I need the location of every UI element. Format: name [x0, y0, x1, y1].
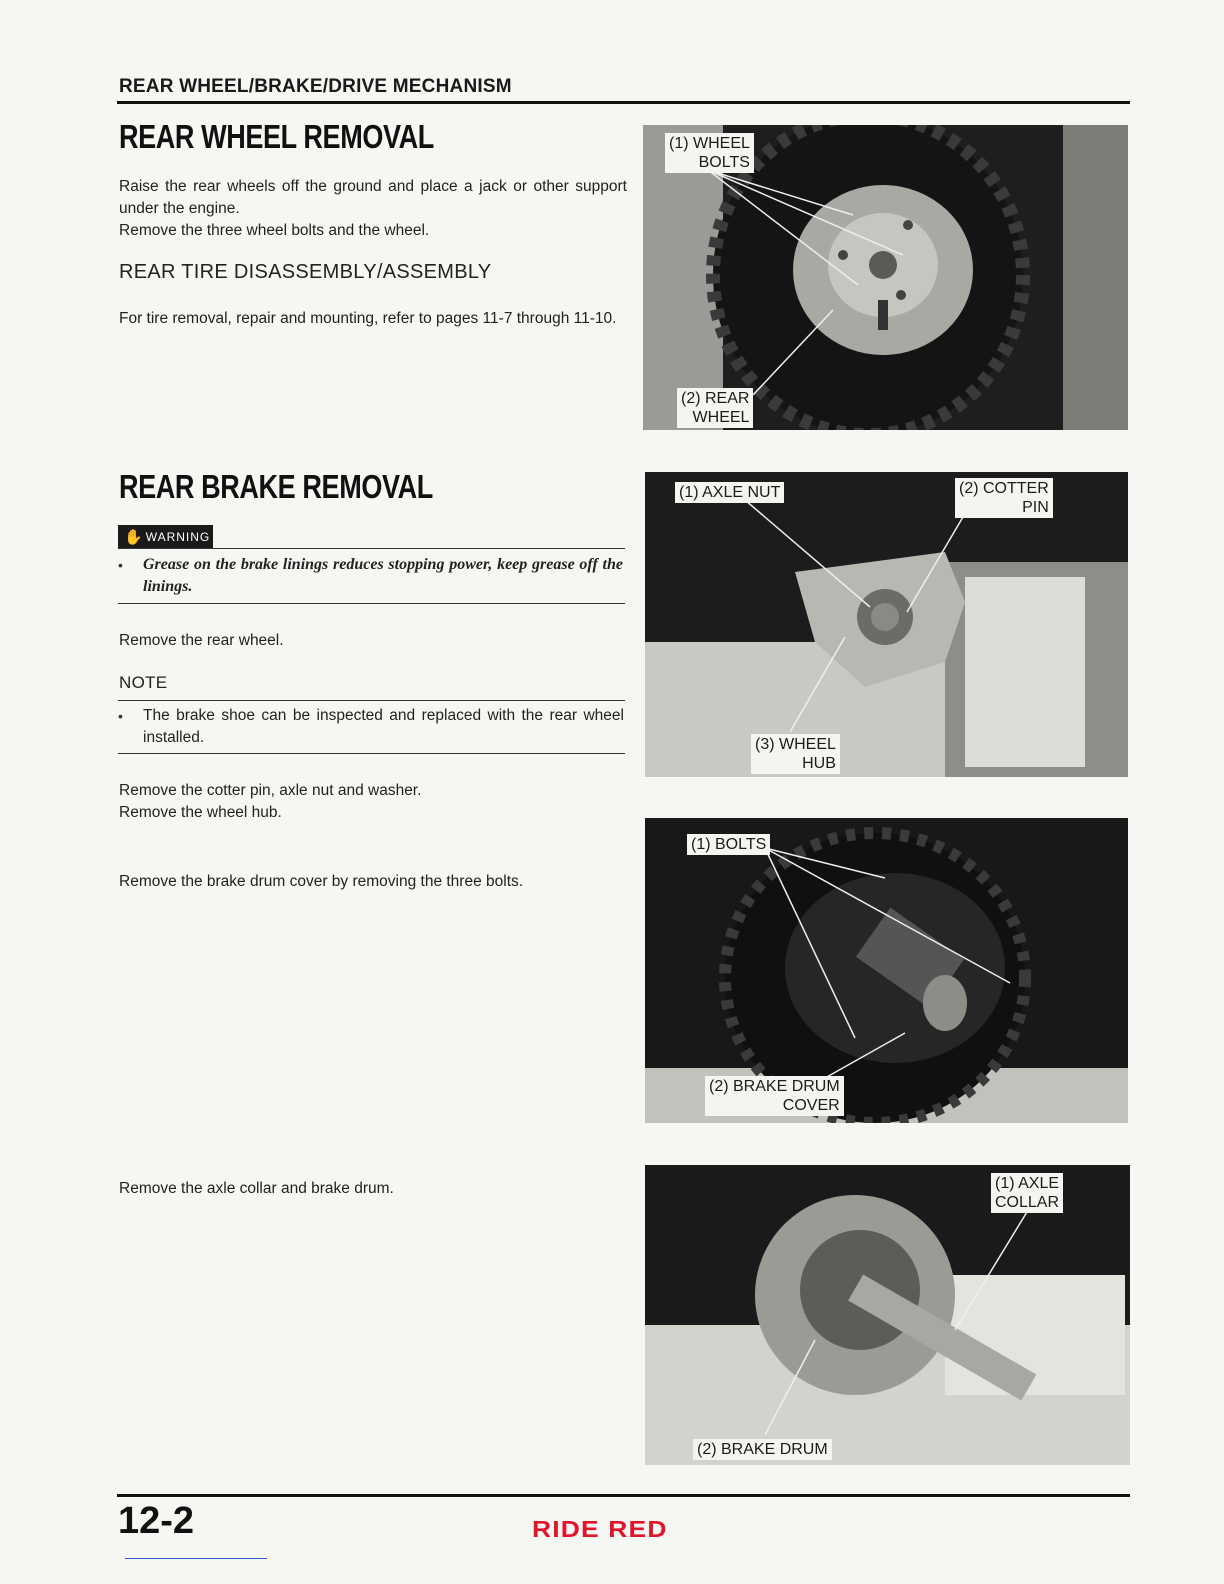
wheel-hub-illustration	[645, 472, 1128, 777]
brake-step-4: Remove the axle collar and brake drum.	[119, 1180, 394, 1197]
note-bullet: •	[118, 708, 123, 724]
note-label: NOTE	[119, 673, 168, 692]
footer-rule	[117, 1494, 1130, 1497]
note-rule-top	[118, 700, 625, 701]
callout-cotter-pin: (2) COTTER PIN	[955, 478, 1053, 518]
tire-title: REAR TIRE DISASSEMBLY/ASSEMBLY	[119, 261, 492, 283]
brake-step-2a: Remove the cotter pin, axle nut and washer.	[119, 782, 422, 799]
warning-text: Grease on the brake linings reduces stopping power, keep grease off the linings.	[143, 556, 623, 595]
wheel-removal-p2: Remove the three wheel bolts and the wheel.	[119, 222, 430, 239]
wheel-removal-title: REAR WHEEL REMOVAL	[119, 118, 434, 155]
photo-rear-wheel	[643, 125, 1128, 430]
warning-rule-bottom	[118, 603, 625, 604]
tire-text: For tire removal, repair and mounting, refer to pages 11-7 through 11-10.	[119, 310, 617, 327]
warning-label: WARNING	[145, 530, 211, 544]
brand-logo: RIDE RED	[532, 1516, 668, 1542]
callout-axle-collar: (1) AXLE COLLAR	[991, 1173, 1063, 1213]
photo-brake-drum-cover	[645, 818, 1128, 1123]
warning-hand-icon: ✋	[124, 529, 144, 546]
callout-axle-nut: (1) AXLE NUT	[675, 482, 784, 503]
header-rule	[117, 101, 1130, 104]
brake-step-2	[119, 780, 627, 824]
warning-bullet: •	[118, 557, 123, 573]
page-number: 12-2	[118, 1500, 195, 1542]
callout-brake-drum-cover: (2) BRAKE DRUM COVER	[705, 1076, 844, 1116]
note-rule-bottom	[118, 753, 625, 754]
brake-removal-title: REAR BRAKE REMOVAL	[119, 468, 433, 505]
brake-step-1: Remove the rear wheel.	[119, 632, 284, 649]
callout-wheel-bolts: (1) WHEEL BOLTS	[665, 133, 754, 173]
callout-brake-drum: (2) BRAKE DRUM	[693, 1439, 832, 1460]
photo-axle-collar	[645, 1165, 1130, 1465]
wheel-removal-p1: Raise the rear wheels off the ground and place a jack or other support under the engine.	[119, 178, 627, 217]
section-header: REAR WHEEL/BRAKE/DRIVE MECHANISM	[119, 76, 512, 97]
brake-step-2b: Remove the wheel hub.	[119, 804, 282, 821]
callout-wheel-hub: (3) WHEEL HUB	[751, 734, 840, 774]
wheel-removal-text	[119, 176, 627, 242]
warning-badge	[118, 525, 213, 549]
callout-bolts: (1) BOLTS	[687, 834, 770, 855]
brake-step-3: Remove the brake drum cover by removing the three bolts.	[119, 873, 524, 890]
note-text: The brake shoe can be inspected and replaced with the rear wheel installed.	[143, 707, 624, 746]
footer-link-underline	[125, 1558, 267, 1559]
photo-wheel-hub	[645, 472, 1128, 777]
callout-rear-wheel: (2) REAR WHEEL	[677, 388, 753, 428]
warning-rule-top	[118, 548, 625, 549]
